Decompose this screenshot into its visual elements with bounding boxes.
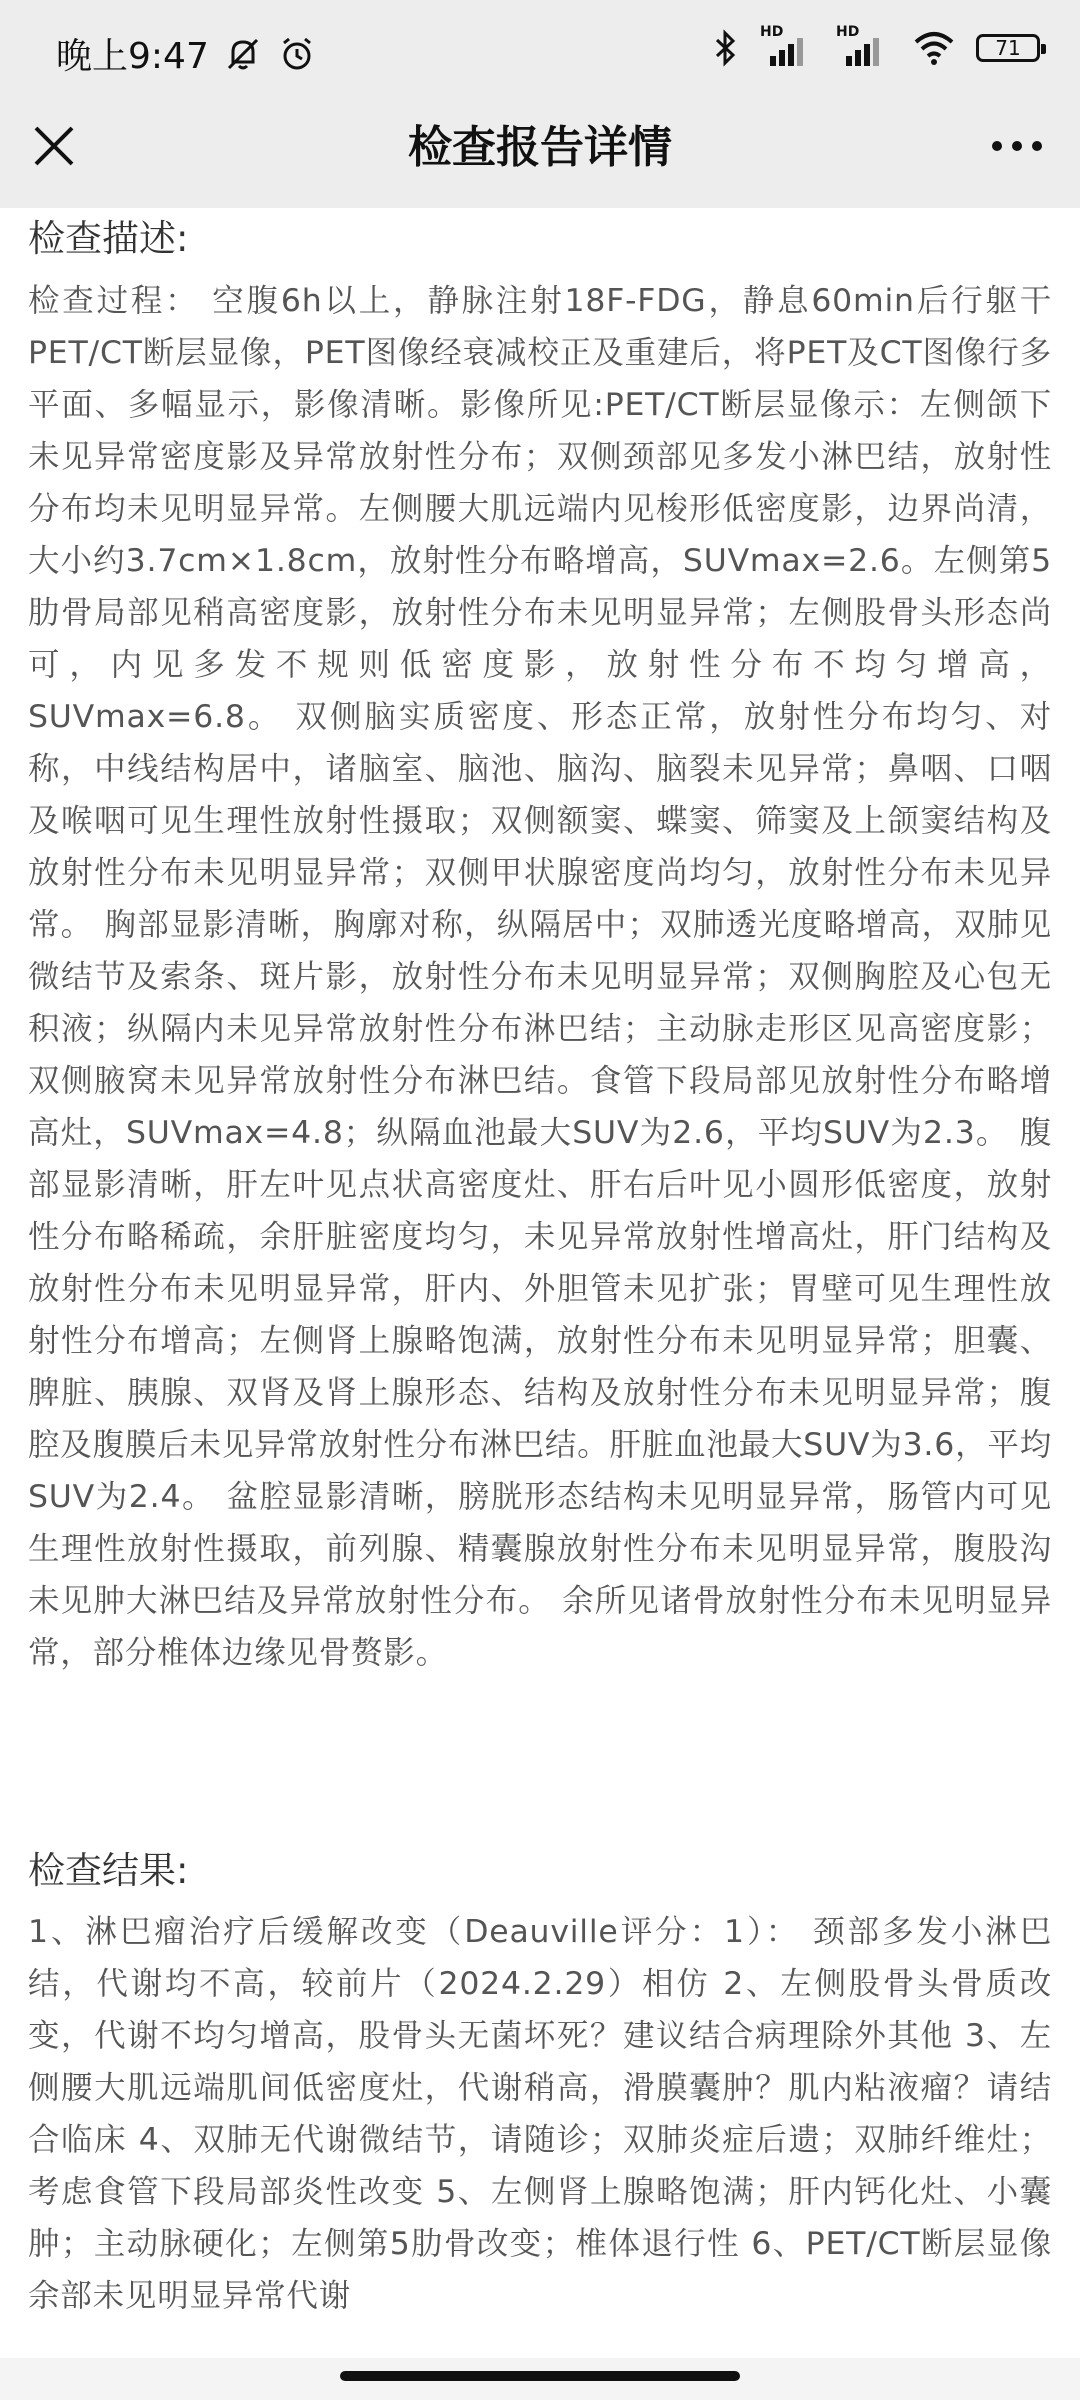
status-bar xyxy=(0,0,1080,100)
signal-icon xyxy=(836,24,892,68)
home-indicator[interactable] xyxy=(340,2371,740,2381)
battery-level: 71 xyxy=(995,36,1021,60)
network-label: HD xyxy=(760,24,784,40)
status-time-group xyxy=(56,28,317,79)
description-label: 检查描述: xyxy=(28,217,189,260)
report-content[interactable] xyxy=(0,208,1080,2358)
page-title: 检查报告详情 xyxy=(408,122,672,173)
network-label: HD xyxy=(836,24,860,40)
result-text: 1、淋巴瘤治疗后缓解改变（Deauville评分：1）： 颈部多发小淋巴结，代谢均不高，较前片（2024.2.29）相仿 2、左侧股骨头骨质改变，代谢不均匀增高，股骨头无菌坏死？建议结合病理除外其他 3、左侧腰大肌远端肌间低密度灶，代谢稍高，滑膜囊肿？肌内粘液瘤？请结合临床 4、双肺无代谢微结节，请随诊；双肺炎症后遗；双肺纤维灶；考虑食管下段局部炎性改变 5、左侧肾上腺略饱满；肝内钙化灶、小囊肿；主动脉硬化；左侧第5肋骨改变；椎体退行性 6、PET/CT断层显像余部未见明显异常代谢 xyxy=(28,1914,1052,2314)
wifi-icon xyxy=(912,28,956,68)
mute-bell-icon xyxy=(223,34,263,74)
description-text: 检查过程： 空腹6h以上，静脉注射18F-FDG，静息60min后行躯干PET/CT断层显像，PET图像经衰减校正及重建后，将PET及CT图像行多平面、多幅显示，影像清晰。影像所见:PET/CT断层显像示：左侧颌下未见异常密度影及异常放射性分布；双侧颈部见多发小淋巴结，放射性分布均未见明显异常。左侧腰大肌远端内见梭形低密度影，边界尚清，大小约3.7cm×1.8cm，放射性分布略增高，SUVmax=2.6。左侧第5肋骨局部见稍高密度影，放射性分布未见明显异常；左侧股骨头形态尚可，内见多发不规则低密度影，放射性分布不均匀增高，SUVmax=6.8。 双侧脑实质密度、形态正常，放射性分布均匀、对称，中线结构居中，诸脑室、脑池、脑沟、脑裂未见异常；鼻咽、口咽及喉咽可见生理性放射性摄取；双侧额窦、蝶窦、筛窦及上颌窦结构及放射性分布未见明显异常；双侧甲状腺密度尚均匀，放射性分布未见异常。 胸部显影清晰，胸廓对称，纵隔居中；双肺透光度略增高，双肺见微结节及索条、斑片影，放射性分布未见明显异常；双侧胸腔及心包无积液；纵隔内未见异常放射性分布淋巴结；主动脉走形区见高密度影；双侧腋窝未见异常放射性分布淋巴结。食管下段局部见放射性分布略增高灶，SUVmax=4.8；纵隔血池最大SUV为2.6，平均SUV为2.3。 腹部显影清晰，肝左叶见点状高密度灶、肝右后叶见小圆形低密度，放射性分布略稀疏，余肝脏密度均匀，未见异常放射性增高灶，肝门结构及放射性分布未见明显异常，肝内、外胆管未见扩张；胃壁可见生理性放射性分布增高；左侧肾上腺略饱满，放射性分布未见明显异常；胆囊、脾脏、胰腺、双肾及肾上腺形态、结构及放射性分布未见明显异常；腹腔及腹膜后未见异常放射性分布淋巴结。肝脏血池最大SUV为3.6，平均SUV为2.4。 盆腔显影清晰，膀胱形态结构未见明显异常，肠管内可见生理性放射性摄取，前列腺、精囊腺放射性分布未见明显异常，腹股沟未见肿大淋巴结及异常放射性分布。 余所见诸骨放射性分布未见明显异常，部分椎体边缘见骨赘影。 xyxy=(28,283,1052,1671)
battery-icon xyxy=(976,34,1040,62)
close-icon[interactable] xyxy=(26,118,82,174)
more-icon[interactable] xyxy=(982,118,1052,174)
result-label: 检查结果: xyxy=(28,1849,189,1892)
bluetooth-icon xyxy=(710,28,740,68)
status-icons xyxy=(710,24,1040,68)
alarm-icon xyxy=(277,34,317,74)
signal-icon xyxy=(760,24,816,68)
status-time: 晚上9:47 xyxy=(56,36,209,77)
